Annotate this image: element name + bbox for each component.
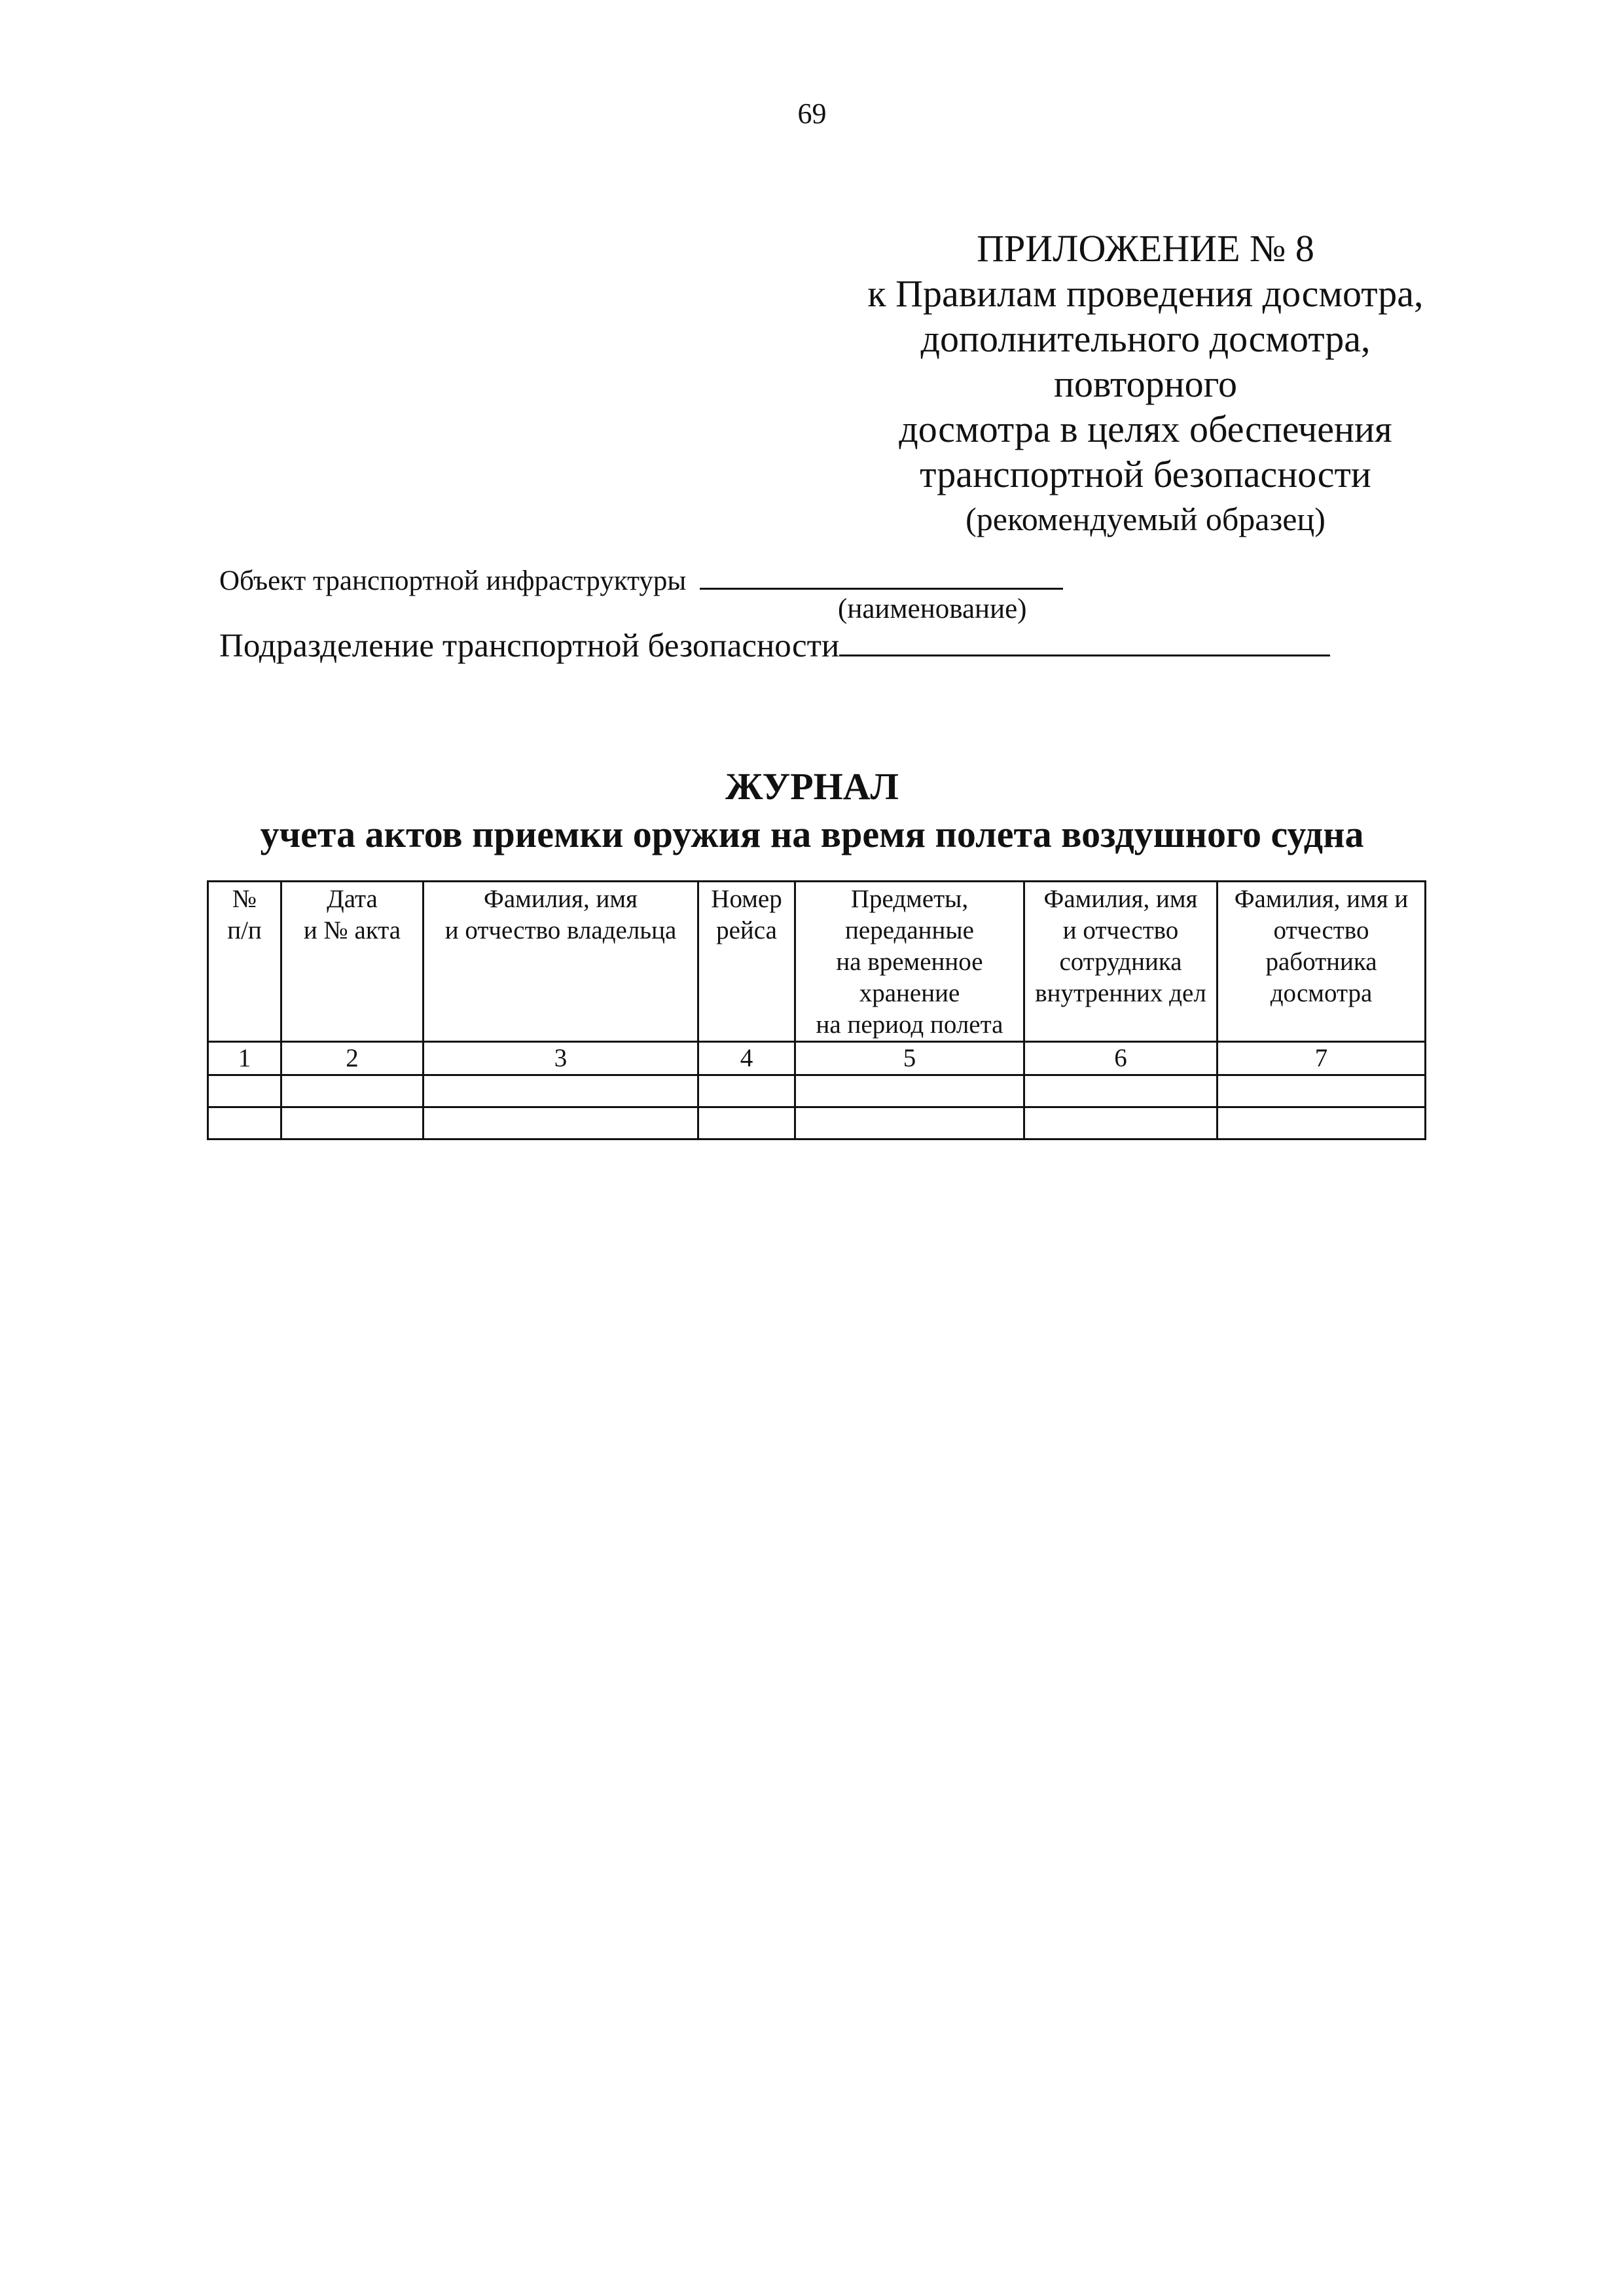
appendix-title: ПРИЛОЖЕНИЕ № 8 [977, 227, 1314, 270]
empty-cell[interactable] [1024, 1107, 1218, 1139]
column-number-row [208, 1042, 1426, 1075]
department-field [219, 627, 1330, 665]
empty-cell[interactable] [1024, 1075, 1218, 1107]
appendix-line: дополнительного досмотра, [920, 317, 1371, 360]
appendix-line: к Правилам проведения досмотра, [867, 272, 1424, 315]
appendix-heading [818, 226, 1473, 542]
journal-title: ЖУРНАЛ [725, 765, 899, 808]
column-number-cell: 6 [1024, 1042, 1218, 1075]
journal-heading [0, 762, 1624, 858]
empty-cell[interactable] [424, 1075, 698, 1107]
column-number-cell: 1 [208, 1042, 281, 1075]
column-number-cell: 4 [698, 1042, 795, 1075]
header-cell-items: Предметы, переданные на временное хранение на период полета [795, 882, 1024, 1042]
header-cell-inspector: Фамилия, имя и отчество работника досмотра [1218, 882, 1426, 1042]
appendix-line: транспортной безопасности [920, 453, 1371, 495]
appendix-line: досмотра в целях обеспечения [899, 408, 1392, 450]
header-cell-number: № п/п [208, 882, 281, 1042]
column-number-cell: 2 [281, 1042, 424, 1075]
empty-cell[interactable] [208, 1107, 281, 1139]
empty-cell[interactable] [281, 1075, 424, 1107]
department-field-label: Подразделение транспортной безопасности [219, 628, 840, 664]
empty-cell[interactable] [208, 1075, 281, 1107]
object-field-blank[interactable] [700, 562, 1063, 590]
empty-cell[interactable] [698, 1075, 795, 1107]
empty-cell[interactable] [795, 1075, 1024, 1107]
page-number: 69 [797, 98, 827, 130]
journal-table [207, 880, 1426, 1140]
object-field-label: Объект транспортной инфраструктуры [219, 565, 687, 596]
column-number-cell: 7 [1218, 1042, 1426, 1075]
table-row [208, 1107, 1426, 1139]
empty-cell[interactable] [1218, 1075, 1426, 1107]
header-cell-date: Дата и № акта [281, 882, 424, 1042]
empty-cell[interactable] [795, 1107, 1024, 1139]
department-field-blank[interactable] [839, 628, 1330, 656]
column-number-cell: 5 [795, 1042, 1024, 1075]
header-cell-owner: Фамилия, имя и отчество владельца [424, 882, 698, 1042]
table-header-row [208, 882, 1426, 1042]
object-field [219, 562, 1063, 597]
appendix-line: повторного [1054, 363, 1237, 405]
appendix-note: (рекомендуемый образец) [965, 501, 1326, 537]
object-field-hint: (наименование) [838, 594, 1027, 624]
journal-subtitle: учета актов приемки оружия на время полета воздушного судна [260, 813, 1364, 855]
empty-cell[interactable] [1218, 1107, 1426, 1139]
header-cell-flight: Номер рейса [698, 882, 795, 1042]
empty-cell[interactable] [424, 1107, 698, 1139]
table-row [208, 1075, 1426, 1107]
empty-cell[interactable] [698, 1107, 795, 1139]
empty-cell[interactable] [281, 1107, 424, 1139]
column-number-cell: 3 [424, 1042, 698, 1075]
header-cell-officer: Фамилия, имя и отчество сотрудника внутренних дел [1024, 882, 1218, 1042]
